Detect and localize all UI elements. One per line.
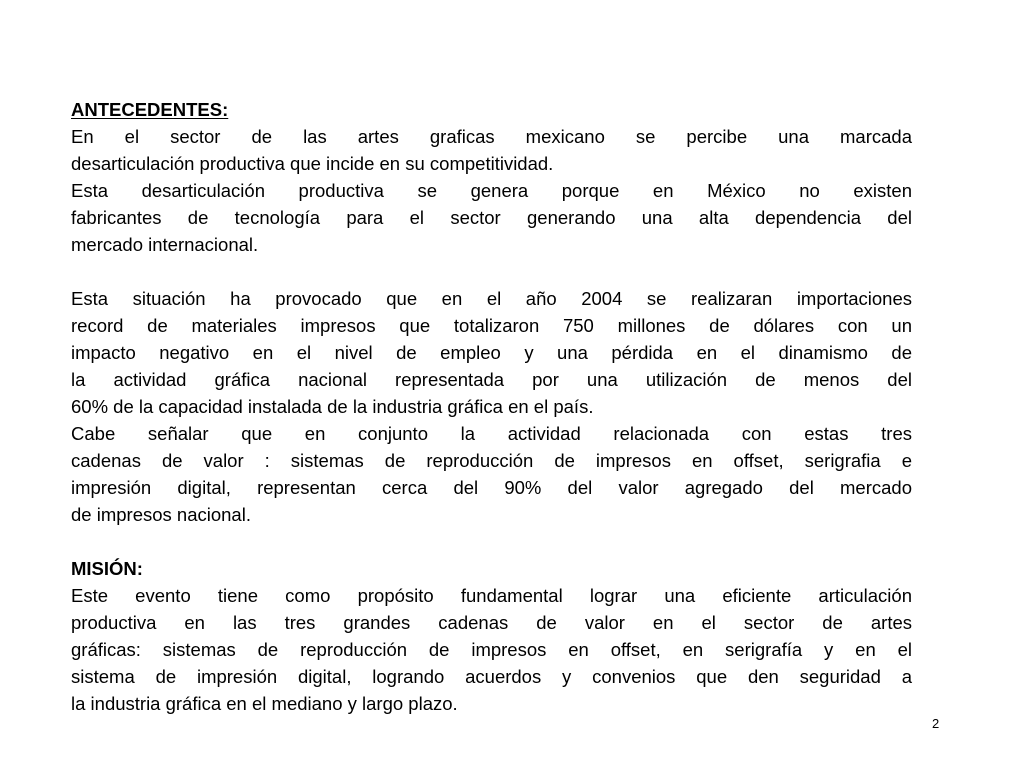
- text-line: fabricantes de tecnología para el sector generando una alta dependencia del: [71, 207, 912, 228]
- text-line: gráficas: sistemas de reproducción de impresos en offset, en serigrafía y en el: [71, 639, 912, 660]
- antecedentes-paragraph-1: [71, 123, 912, 177]
- page-number: 2: [932, 716, 940, 731]
- paragraph-spacer: [71, 528, 912, 555]
- text-line: desarticulación productiva que incide en su competitividad.: [71, 153, 554, 174]
- text-line: la actividad gráfica nacional representada por una utilización de menos del: [71, 369, 912, 390]
- text-line: sistema de impresión digital, logrando acuerdos y convenios que den seguridad a: [71, 666, 912, 687]
- text-line: la industria gráfica en el mediano y largo plazo.: [71, 693, 458, 714]
- text-line: Este evento tiene como propósito fundamental lograr una eficiente articulación: [71, 585, 912, 606]
- slide-body: [71, 96, 912, 717]
- text-line: mercado internacional.: [71, 234, 259, 255]
- antecedentes-heading: [71, 96, 912, 123]
- antecedentes-heading-text: ANTECEDENTES:: [71, 99, 229, 120]
- text-line: productiva en las tres grandes cadenas de valor en el sector de artes: [71, 612, 912, 633]
- text-line: de impresos nacional.: [71, 504, 251, 525]
- mision-paragraph: [71, 582, 912, 717]
- antecedentes-paragraph-4: [71, 420, 912, 528]
- text-line: cadenas de valor : sistemas de reproducción de impresos en offset, serigrafia e: [71, 450, 912, 471]
- text-line: Esta desarticulación productiva se genera porque en México no existen: [71, 180, 912, 201]
- text-line: En el sector de las artes graficas mexicano se percibe una marcada: [71, 126, 912, 147]
- paragraph-spacer: [71, 258, 912, 285]
- mision-heading: MISIÓN:: [71, 558, 143, 579]
- text-line: record de materiales impresos que totalizaron 750 millones de dólares con un: [71, 315, 912, 336]
- text-line: impresión digital, representan cerca del 90% del valor agregado del mercado: [71, 477, 912, 498]
- text-line: 60% de la capacidad instalada de la industria gráfica en el país.: [71, 396, 594, 417]
- antecedentes-paragraph-3: [71, 285, 912, 420]
- text-line: Cabe señalar que en conjunto la actividad relacionada con estas tres: [71, 423, 912, 444]
- antecedentes-paragraph-2: [71, 177, 912, 258]
- text-line: Esta situación ha provocado que en el año 2004 se realizaran importaciones: [71, 288, 912, 309]
- text-line: impacto negativo en el nivel de empleo y una pérdida en el dinamismo de: [71, 342, 912, 363]
